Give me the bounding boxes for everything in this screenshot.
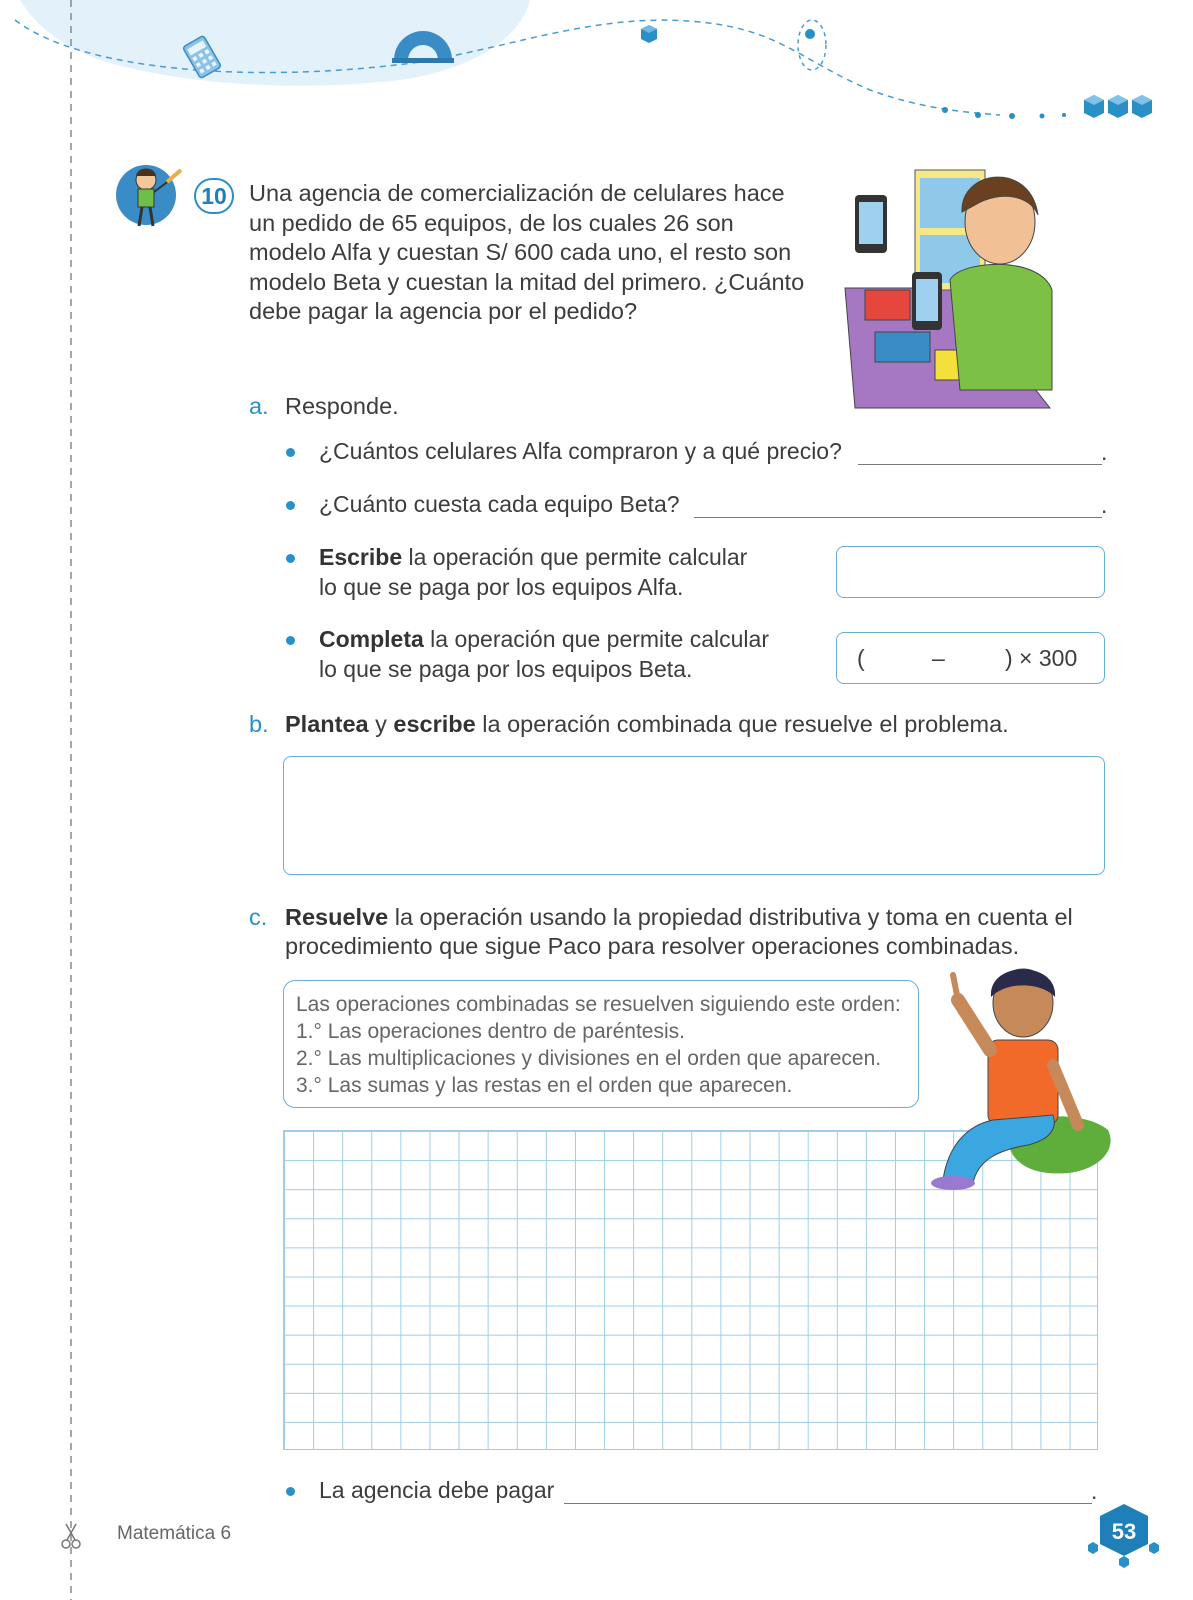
section-a-letter: a. — [249, 393, 269, 419]
header-decoration — [0, 0, 1193, 130]
info-line: 1.° Las operaciones dentro de paréntesis. — [296, 1020, 685, 1043]
student-writing-icon — [115, 158, 187, 232]
calculator-icon — [180, 35, 224, 79]
question-text: Una agencia de comercialización de celulares hace un pedido de 65 equipos, de los cuales 26 son modelo Alfa y cuestan S/ 600 cada uno, el resto son modelo Beta y cuestan la mitad del primero. ¿Cuánto debe pagar la agencia por el pedido? — [249, 180, 805, 324]
bullet-dot — [286, 554, 295, 563]
book-title: Matemática 6 — [117, 1523, 232, 1544]
bullet-escribe: Escribe la operación que permite calcular lo que se paga por los equipos Alfa. — [319, 544, 748, 600]
alfa-operation-box[interactable] — [836, 546, 1105, 598]
beta-operation-box[interactable] — [836, 632, 1105, 684]
answer-line-beta[interactable] — [694, 517, 1102, 518]
bullet-beta-question: ¿Cuánto cuesta cada equipo Beta? — [319, 491, 680, 517]
page-number: 53 — [1111, 1519, 1137, 1544]
beta-minus: – — [932, 645, 945, 671]
info-line: 2.° Las multiplicaciones y divisiones en el orden que aparecen. — [296, 1047, 882, 1070]
beta-close-times: ) × 300 — [1005, 645, 1078, 671]
bullet-alfa-question: ¿Cuántos celulares Alfa compraron y a qué precio? — [319, 438, 842, 464]
cube-row-icon — [1082, 93, 1154, 123]
beta-open-paren: ( — [857, 645, 865, 671]
answer-line-alfa[interactable] — [858, 464, 1102, 465]
section-b-heading: b. Plantea y escribe la operación combinada que resuelve el problema. — [249, 711, 1009, 737]
final-answer-label: La agencia debe pagar — [319, 1477, 555, 1503]
bullet-dot — [286, 501, 295, 510]
paco-pointing-illustration — [928, 955, 1118, 1195]
order-of-operations-box — [283, 980, 919, 1108]
section-a-heading — [249, 393, 399, 420]
bullet-dot — [286, 1487, 295, 1496]
man-with-phones-illustration — [840, 160, 1080, 418]
scissors-icon — [60, 1522, 82, 1550]
cube-icon — [640, 24, 658, 44]
protractor-icon — [390, 22, 456, 64]
section-a-title: Responde. — [285, 393, 399, 419]
info-line: 3.° Las sumas y las restas en el orden que aparecen. — [296, 1074, 793, 1097]
info-line: Las operaciones combinadas se resuelven siguiendo este orden: — [296, 993, 901, 1016]
combined-operation-box[interactable] — [283, 756, 1105, 875]
cut-line — [68, 0, 74, 1600]
section-c-heading: c. Resuelve la operación usando la propiedad distributiva y toma en cuenta el procedimiento que sigue Paco para resolver operaciones combinadas. — [249, 904, 1073, 959]
final-answer-line[interactable] — [564, 1503, 1092, 1504]
bullet-dot — [286, 448, 295, 457]
footer-cube-icons — [1088, 1540, 1160, 1570]
bullet-completa: Completa la operación que permite calcular lo que se paga por los equipos Beta. — [319, 626, 769, 682]
question-number: 10 — [194, 178, 234, 214]
bullet-dot — [286, 636, 295, 645]
